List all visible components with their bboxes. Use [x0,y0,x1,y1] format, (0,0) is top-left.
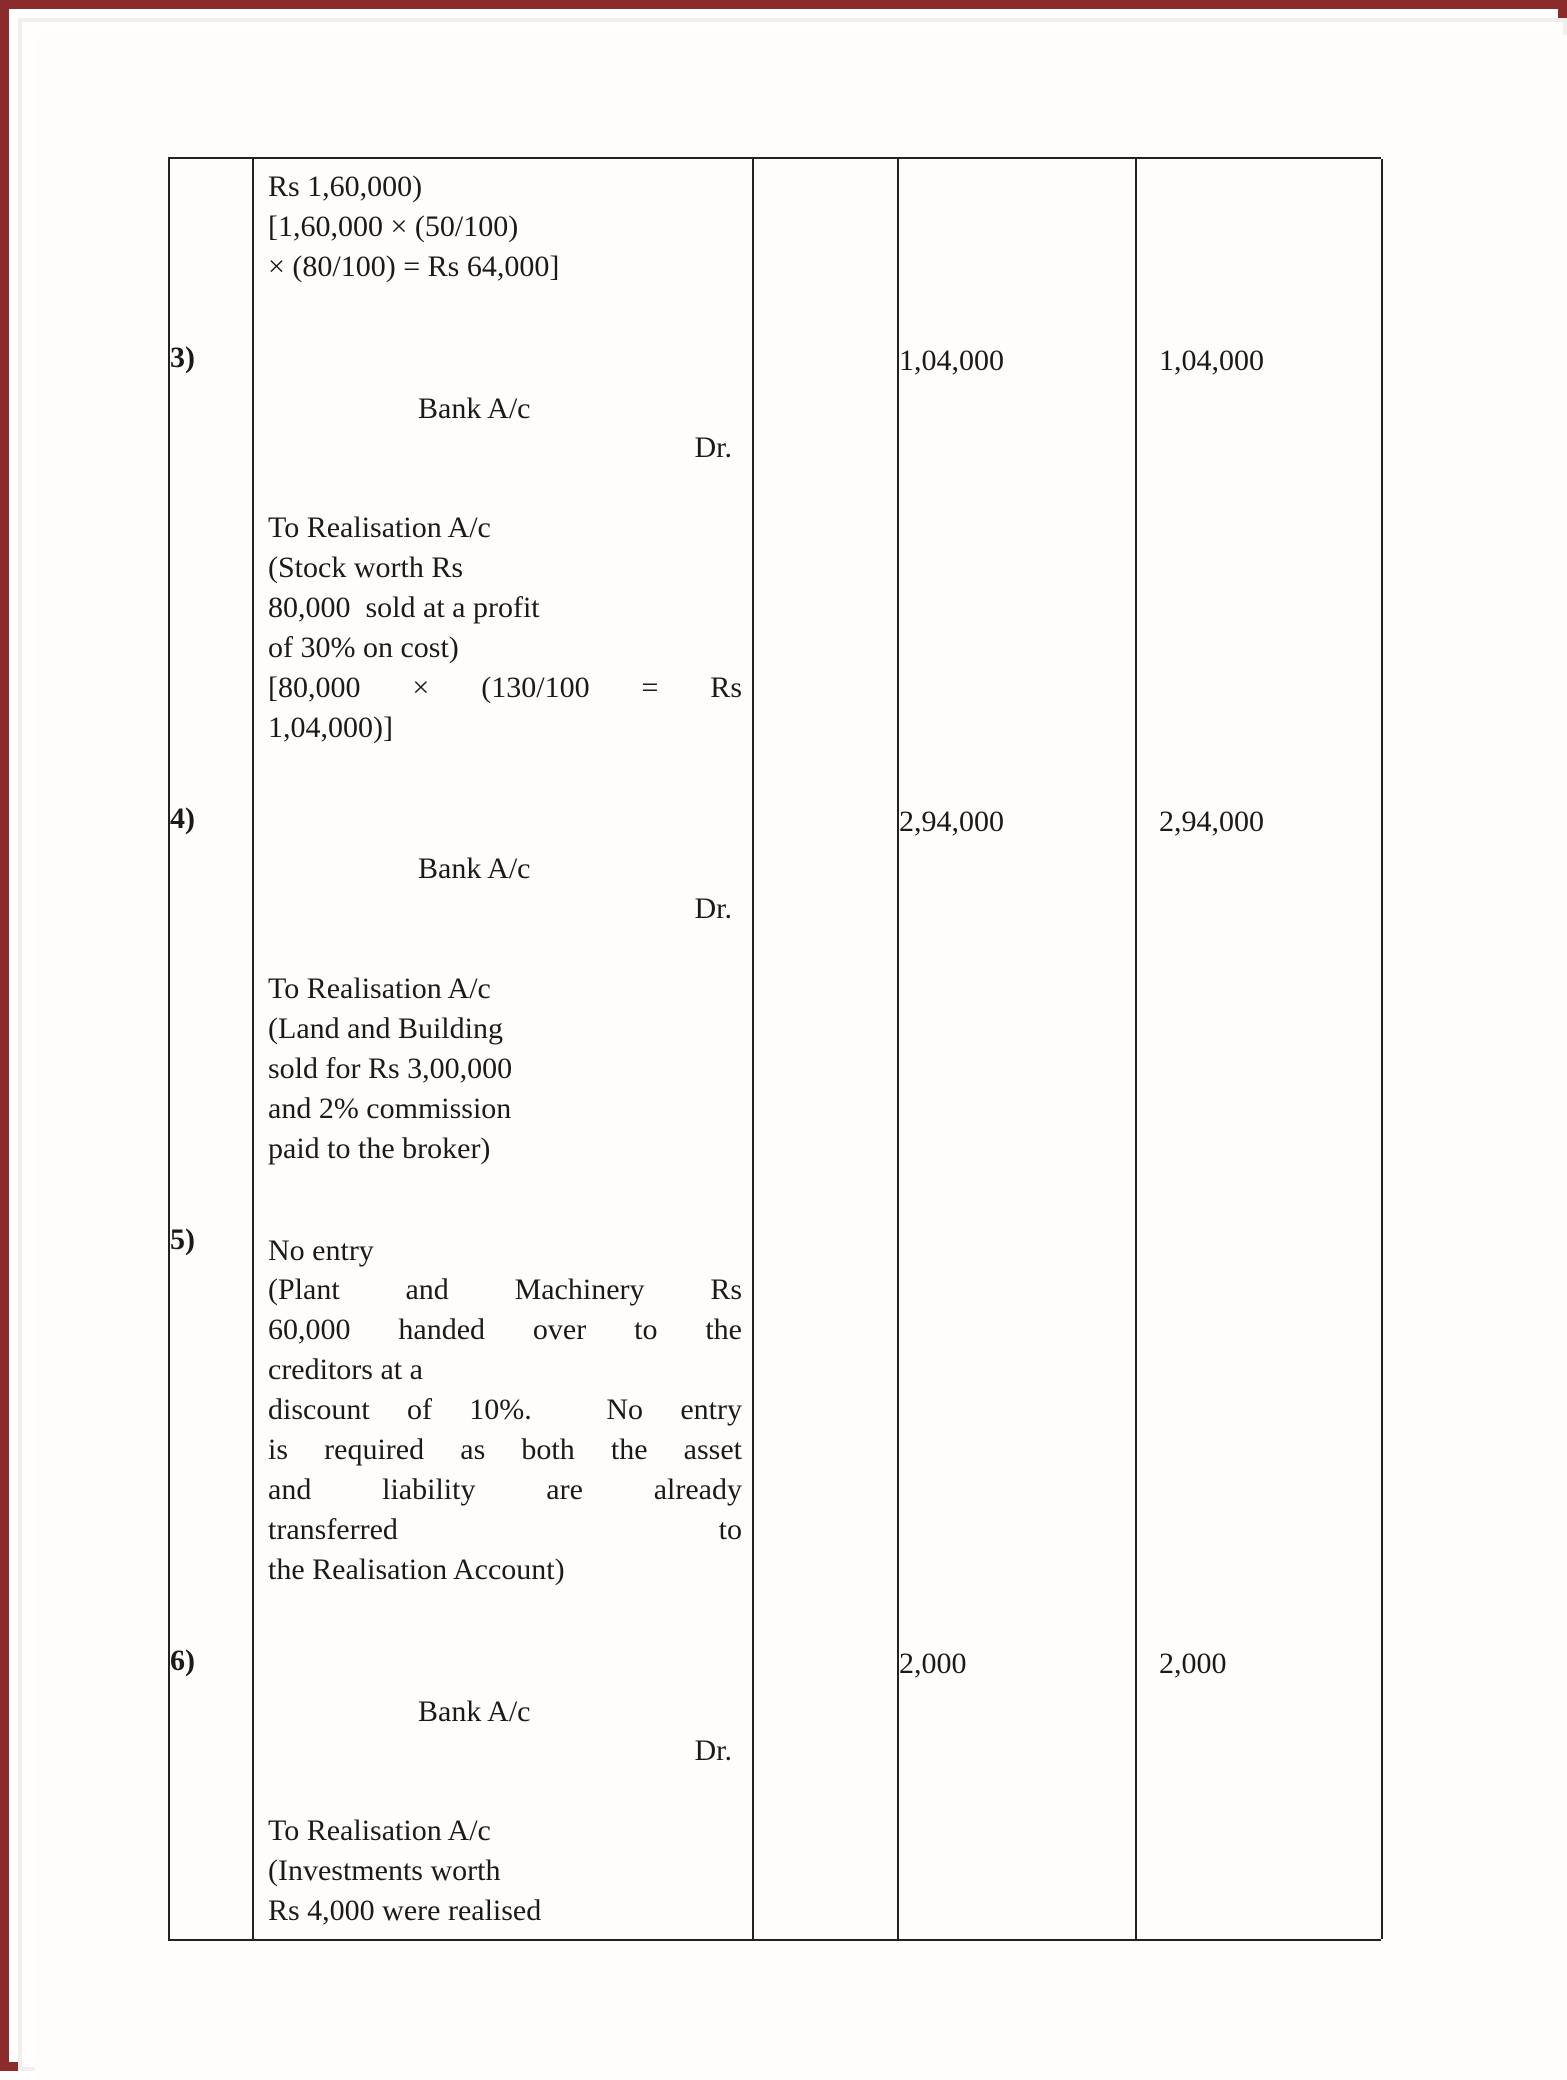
particulars-line: is required as both the asset [268,1433,742,1467]
particulars-line: 1,04,000)] [268,710,393,744]
row-spacer [169,1598,1382,1644]
spacer-debit [898,295,1136,341]
spacer-credit [1136,1177,1382,1223]
spacer-debit [898,756,1136,802]
particulars-line: discount of 10%. No entry [268,1393,742,1427]
particulars-line: and liability are already [268,1472,742,1506]
particulars-line [268,810,742,970]
particulars-line [268,349,742,509]
row-debit-amount [898,159,1136,295]
row-ledger-folio [753,341,898,756]
particulars-line: paid to the broker) [268,1131,491,1165]
particulars-line: (Investments worth [268,1854,501,1888]
table-row [169,802,1382,1177]
row-serial-number [169,159,253,295]
particulars-line: Rs 1,60,000) [268,170,423,203]
table-bottom-border [168,1939,1381,1941]
spacer-credit [1136,1598,1382,1644]
particulars-line: To Realisation A/c [268,972,491,1006]
spacer-ledger-folio [753,756,898,802]
spacer-particulars [253,1598,753,1644]
spacer-serial [169,1177,253,1223]
row-particulars [253,1644,753,1939]
table-row [169,1644,1382,1939]
spacer-particulars [253,756,753,802]
row-serial-number: 6) [169,1644,253,1939]
row-serial-number: 4) [169,802,253,1177]
particulars-line: To Realisation A/c [268,511,491,545]
debit-marker: Dr. [694,1734,732,1768]
row-credit-amount: 2,94,000 [1136,802,1382,1177]
row-debit-amount [898,1223,1136,1598]
row-credit-amount [1136,159,1382,295]
particulars-line: (Land and Building [268,1012,503,1046]
row-ledger-folio [753,1223,898,1598]
row-credit-amount: 2,000 [1136,1644,1382,1939]
debit-marker: Dr. [694,431,732,465]
row-particulars [253,341,753,756]
spacer-ledger-folio [753,295,898,341]
account-name: Bank A/c [418,1694,531,1728]
particulars-line: (Stock worth Rs [268,551,463,585]
particulars-line: [80,000 × (130/100 = Rs [268,670,742,704]
particulars-line: of 30% on cost) [268,630,459,664]
particulars-line: × (80/100) = Rs 64,000] [268,249,560,283]
spacer-particulars [253,1177,753,1223]
table-row [169,159,1382,295]
spacer-serial [169,295,253,341]
particulars-line: creditors at a [268,1353,423,1387]
row-spacer [169,756,1382,802]
row-ledger-folio [753,1644,898,1939]
particulars-line: No entry [268,1233,374,1267]
row-debit-amount: 2,000 [898,1644,1136,1939]
row-ledger-folio [753,802,898,1177]
row-ledger-folio [753,159,898,295]
spacer-credit [1136,295,1382,341]
row-particulars [253,802,753,1177]
table-row [169,1223,1382,1598]
particulars-line [268,1652,742,1812]
page-border-inner [18,18,1567,2071]
debit-marker: Dr. [694,892,732,926]
particulars-line: To Realisation A/c [268,1814,491,1848]
spacer-debit [898,1598,1136,1644]
spacer-credit [1136,756,1382,802]
journal-entries-table [168,159,1383,1939]
spacer-ledger-folio [753,1598,898,1644]
row-serial-number: 3) [169,341,253,756]
particulars-line: (Plant and Machinery Rs [268,1273,742,1307]
row-serial-number: 5) [169,1223,253,1598]
spacer-ledger-folio [753,1177,898,1223]
particulars-line: transferred to [268,1512,742,1546]
row-debit-amount: 1,04,000 [898,341,1136,756]
spacer-debit [898,1177,1136,1223]
row-spacer [169,295,1382,341]
particulars-line: [1,60,000 × (50/100) [268,209,519,243]
spacer-serial [169,1598,253,1644]
particulars-line: 80,000 sold at a profit [268,591,540,625]
account-name: Bank A/c [418,391,531,425]
page-sheet [35,35,1567,2080]
particulars-line: sold for Rs 3,00,000 [268,1051,513,1085]
account-name: Bank A/c [418,852,531,886]
row-credit-amount [1136,1223,1382,1598]
row-credit-amount: 1,04,000 [1136,341,1382,756]
table-row [169,341,1382,756]
row-particulars [253,159,753,295]
particulars-line: Rs 4,000 were realised [268,1893,542,1927]
journal-table-wrapper [168,157,1381,1941]
particulars-line: the Realisation Account) [268,1552,565,1586]
particulars-line: and 2% commission [268,1091,512,1125]
particulars-line: 60,000 handed over to the [268,1313,742,1347]
spacer-particulars [253,295,753,341]
row-particulars [253,1223,753,1598]
spacer-serial [169,756,253,802]
row-spacer [169,1177,1382,1223]
row-debit-amount: 2,94,000 [898,802,1136,1177]
